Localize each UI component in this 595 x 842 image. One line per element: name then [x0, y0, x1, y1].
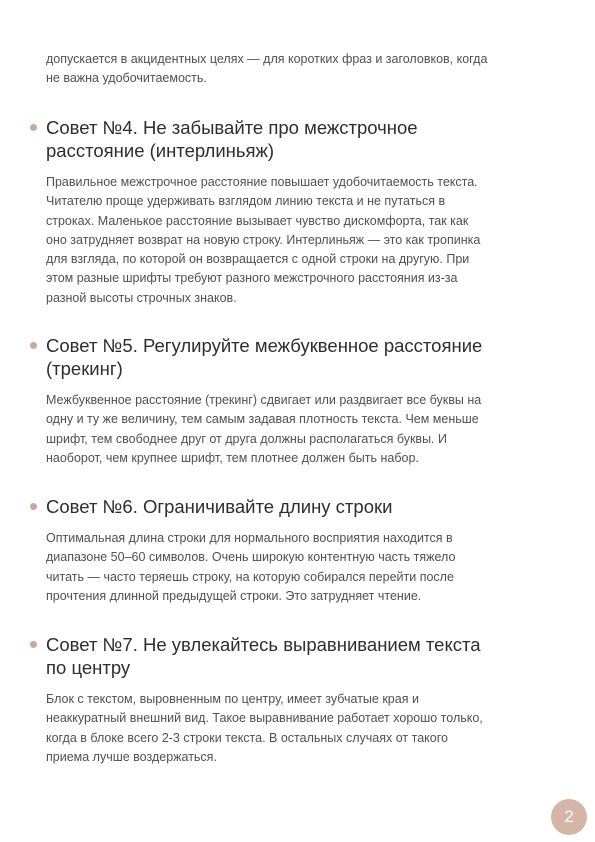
section-body-7: Блок с текстом, выровненным по центру, имеет зубчатые края и неаккуратный внешний вид. Такое выравнивание работает хорошо только, когда в блоке всего 2-3 строки текста. В остальных случаях от такого приема лучше воздержаться.	[46, 692, 483, 764]
section-title: Совет №4. Не забывайте про межстрочное расстояние (интерлиньяж)	[46, 117, 418, 161]
section-body-4: Правильное межстрочное расстояние повышает удобочитаемость текста. Читателю проще удерживать взглядом линию текста и не путаться в строках. Маленькое расстояние вызывает чувство дискомфорта, так как оно затрудняет возврат на новую строку. Интерлиньяж — это как тропинка для взгляда, по которой он возвращается с одной строки на другую. При этом разные шрифты требуют разного межстрочного расстояния из-за разной высоты строчных знаков.	[46, 175, 481, 305]
intro-paragraph: допускается в акцидентных целях — для коротких фраз и заголовков, когда не важна удобочитаемость.	[46, 52, 488, 86]
page-number-badge: 2	[551, 799, 587, 835]
bullet-dot-icon	[30, 641, 37, 648]
section-body-6: Оптимальная длина строки для нормального восприятия находится в диапазоне 50–60 символов. Очень широкую контентную часть тяжело читать — часто теряешь строку, на которую собирался перейти после прочтения длинной предыдущей строки. Это затрудняет чтение.	[46, 531, 456, 603]
section-title: Совет №6. Ограничивайте длину строки	[46, 496, 393, 517]
section-body-5: Межбуквенное расстояние (трекинг) сдвигает или раздвигает все буквы на одну и ту же величину, тем самым задавая плотность текста. Чем меньше шрифт, тем свободнее друг от друга должны располагаться буквы. И наоборот, чем крупнее шрифт, тем плотнее должен быть набор.	[46, 393, 482, 465]
bullet-dot-icon	[30, 503, 37, 510]
section-heading-6	[30, 495, 560, 518]
section-heading-4	[30, 116, 560, 162]
section-heading-7	[30, 633, 560, 679]
section-title: Совет №5. Регулируйте межбуквенное расстояние (трекинг)	[46, 335, 483, 379]
bullet-dot-icon	[30, 124, 37, 131]
bullet-dot-icon	[30, 342, 37, 349]
section-title: Совет №7. Не увлекайтесь выравниванием текста по центру	[46, 634, 481, 678]
section-heading-5	[30, 334, 560, 380]
